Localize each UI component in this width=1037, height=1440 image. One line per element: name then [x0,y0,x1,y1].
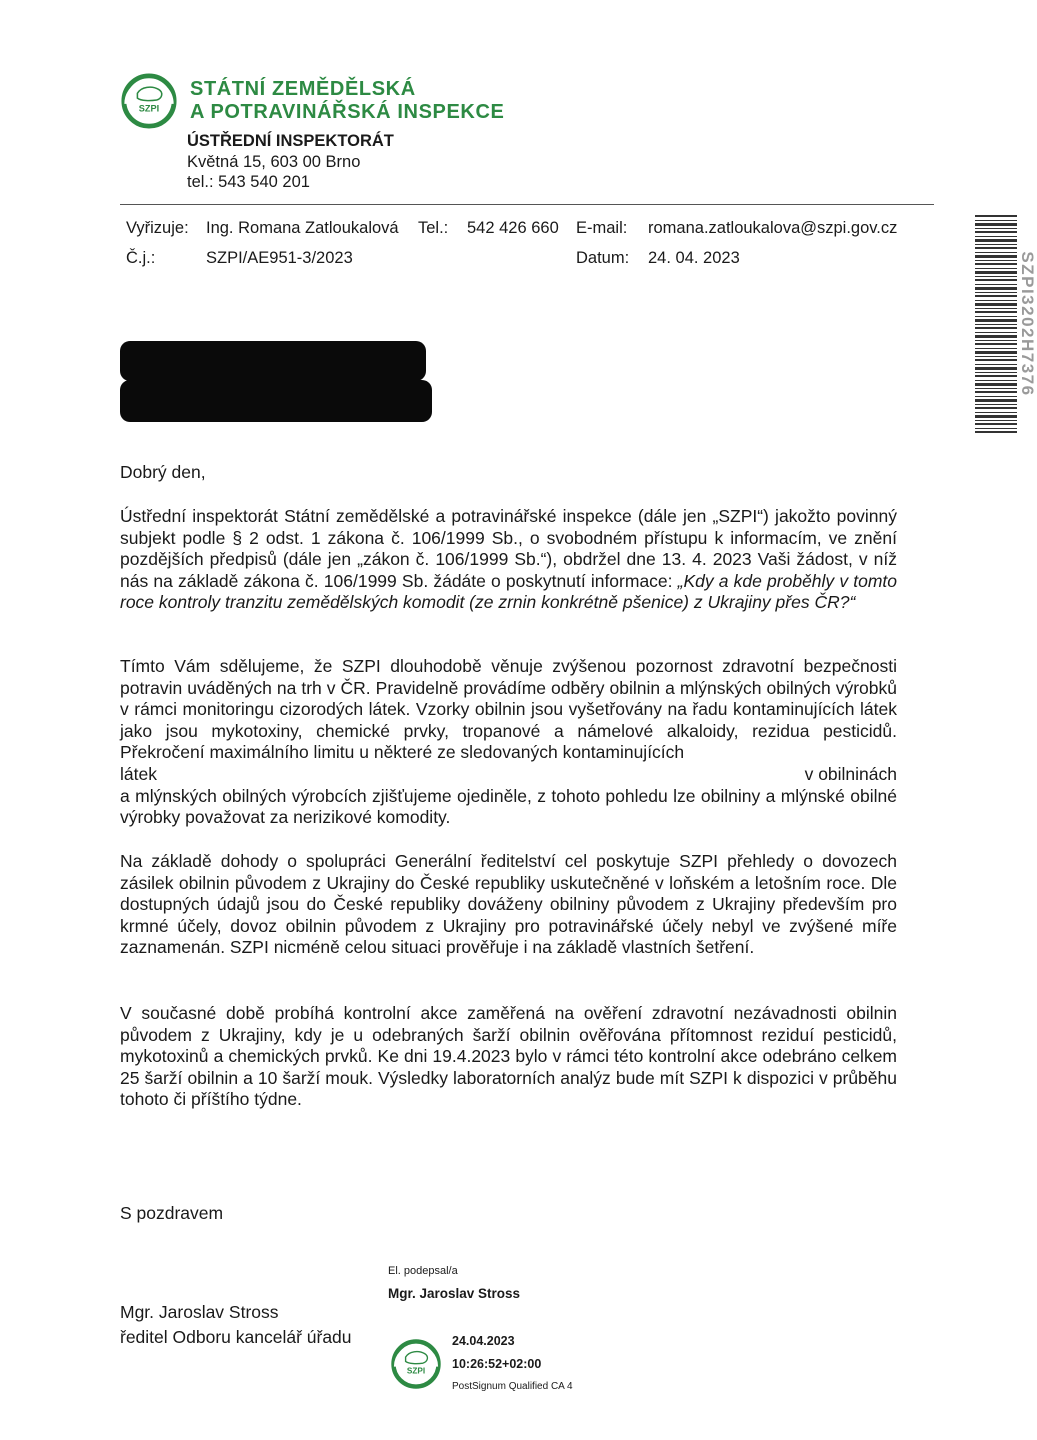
paragraph-request [120,506,897,614]
paragraph-customs: Na základě dohody o spolupráci Generální ředitelství cel poskytuje SZPI přehledy o dovozech zásilek obilnin původem z Ukrajiny do České republiky uskutečněné v loňském a letošním roce. Dle dostupných údajů jsou do České republiky dováženy obilniny původem z Ukrajiny především pro krmné účely, dovoz obilnin původem z Ukrajiny pro potravinářské účely nebyl ve zvýšené míře zaznamenán. SZPI nicméně celou situaci prověřuje i na základě vlastních šetření. [120,851,897,958]
paragraph-monitoring [120,656,897,829]
request-quote: „Kdy a kde proběhly v tomto roce kontroly tranzitu zemědělských komodit (ze zrnin konkrétně pšenice) z Ukrajiny přes ČR?“ [120,570,897,613]
e-signature-time: 10:26:52+02:00 [452,1357,542,1371]
barcode [975,215,1017,433]
barcode-number: SZPI3202H7376 [1018,251,1037,397]
greeting: Dobrý den, [120,462,206,482]
org-name-line1: STÁTNÍ ZEMĚDĚLSKÁ [190,78,416,100]
department-name: ÚSTŘEDNÍ INSPEKTORÁT [187,132,394,150]
redacted-recipient-line2 [120,380,432,422]
reference-number-label: Č.j.: [126,249,156,267]
monitoring-text-a: Tímto Vám sdělujeme, že SZPI dlouhodobě věnuje zvýšenou pozornost zdravotní bezpečnosti potravin uváděných na trh v ČR. Pravidelně provádíme odběry obilnin a mlýnských obilných výrobků v rámci monitoringu cizorodých látek. Vzorky obilnin jsou vyšetřovány na řadu kontaminujících látek jako jsou mykotoxiny, chemické prvky, tropanové a námelové alkaloidy, rezidua pesticidů. Překročení maximálního limitu u některé ze sledovaných kontaminujících [120,656,897,763]
phone-number: tel.: 543 540 201 [187,173,310,191]
handler-label: Vyřizuje: [126,219,189,237]
tel-value: 542 426 660 [467,219,559,237]
e-signature-date: 24.04.2023 [452,1334,515,1348]
email-value: romana.zatloukalova@szpi.gov.cz [648,219,898,237]
redacted-recipient-line1 [120,341,426,381]
signatory-title: ředitel Odboru kancelář úřadu [120,1327,352,1347]
address: Květná 15, 603 00 Brno [187,153,361,171]
date-label: Datum: [576,249,630,267]
e-signature-name: Mgr. Jaroslav Stross [388,1286,521,1301]
closing: S pozdravem [120,1203,224,1223]
monitoring-gap-line [120,764,897,786]
paragraph-inspection: V současné době probíhá kontrolní akce zaměřená na ověření zdravotní nezávadnosti obilnin původem z Ukrajiny, kdy je u odebraných šarží obilnin ověřována přítomnost reziduí pesticidů, mykotoxinů a chemických prvků. Ke dni 19.4.2023 bylo v rámci této kontrolní akce odebráno celkem 25 šarží obilnin a 10 šarží mouk. Výsledky laboratorních analýz bude mít SZPI k dispozici v průběhu tohoto či příštího týdne. [120,1003,897,1110]
e-signature-ca: PostSignum Qualified CA 4 [452,1381,573,1392]
szpi-stamp-logo [390,1338,442,1390]
szpi-stamp-logo-text: SZPI [406,1366,426,1376]
email-label: E-mail: [576,219,628,237]
tel-label: Tel.: [418,219,449,237]
org-name-line2: A POTRAVINÁŘSKÁ INSPEKCE [190,101,505,123]
szpi-logo [120,72,178,130]
monitoring-text-v-obilninach: v obilninách [804,763,897,784]
monitoring-text-c: a mlýnských obilných výrobcích zjišťujeme ojediněle, z tohoto pohledu lze obilniny a mlýnské obilné výrobky považovat za nerizikové komodity. [120,785,897,828]
signatory-name: Mgr. Jaroslav Stross [120,1302,279,1322]
reference-number-value: SZPI/AE951-3/2023 [206,249,353,267]
e-signature-label: El. podepsal/a [388,1265,458,1277]
handler-value: Ing. Romana Zatloukalová [206,219,399,237]
monitoring-text-latek: látek [120,763,157,784]
szpi-logo-text: SZPI [138,103,160,114]
date-value: 24. 04. 2023 [648,249,740,267]
header-divider [120,204,934,205]
request-text: Ústřední inspektorát Státní zemědělské a potravinářské inspekce (dále jen „SZPI“) jakožto povinný subjekt podle § 2 odst. 1 zákona č. 106/1999 Sb., o svobodném přístupu k informacím, ve znění pozdějších předpisů (dále jen „zákon č. 106/1999 Sb.“), obdržel dne 13. 4. 2023 Vaši žádost, v níž nás na základě zákona č. 106/1999 Sb. žádáte o poskytnutí informace: [120,506,897,591]
